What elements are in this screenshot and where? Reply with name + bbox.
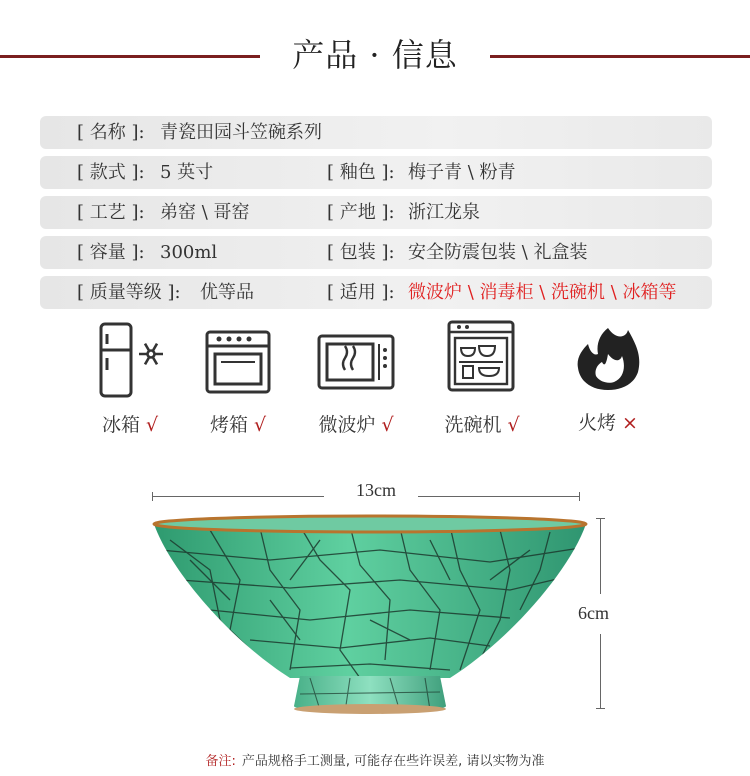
footnote-text: 产品规格手工测量, 可能存在些许误差, 请以实物为准 bbox=[241, 754, 545, 769]
usage-item-fridge bbox=[70, 318, 190, 437]
spec-label: [ 包装 ]: bbox=[327, 242, 395, 263]
height-dimension-label: 6cm bbox=[578, 603, 609, 623]
spec-table bbox=[40, 116, 712, 316]
height-line-top bbox=[600, 518, 601, 594]
section-header bbox=[0, 20, 750, 80]
spec-value: 安全防震包装 \ 礼盒装 bbox=[408, 242, 588, 263]
spec-row-craft bbox=[40, 196, 712, 229]
usage-item-oven bbox=[178, 318, 298, 437]
spec-label: [ 产地 ]: bbox=[327, 202, 395, 223]
header-divider-left bbox=[0, 55, 260, 58]
width-line-left bbox=[152, 496, 324, 497]
spec-value: 浙江龙泉 bbox=[408, 202, 480, 223]
spec-value: 优等品 bbox=[200, 282, 254, 303]
spec-label: [ 工艺 ]: bbox=[77, 202, 145, 223]
check-icon: √ bbox=[145, 414, 159, 436]
spec-value: 梅子青 \ 粉青 bbox=[408, 162, 516, 183]
fire-icon bbox=[568, 318, 648, 398]
spec-row-style bbox=[40, 156, 712, 189]
microwave-icon bbox=[315, 318, 397, 400]
usage-label: 微波炉 bbox=[318, 414, 376, 436]
spec-label: [ 适用 ]: bbox=[327, 282, 395, 303]
spec-value: 弟窑 \ 哥窑 bbox=[160, 202, 250, 223]
usage-label: 冰箱 bbox=[101, 414, 140, 436]
celadon-bowl-image bbox=[150, 510, 590, 725]
spec-row-name bbox=[40, 116, 712, 149]
usage-label: 火烤 bbox=[578, 412, 617, 434]
usage-icons bbox=[0, 318, 750, 448]
spec-label: [ 名称 ]: bbox=[77, 122, 145, 143]
height-tick-bottom bbox=[596, 708, 605, 709]
check-icon: √ bbox=[507, 414, 520, 436]
spec-label: [ 釉色 ]: bbox=[327, 162, 395, 183]
cross-icon: × bbox=[622, 412, 638, 434]
oven-icon bbox=[199, 318, 277, 400]
fridge-icon bbox=[91, 318, 169, 400]
usage-item-microwave bbox=[296, 318, 416, 437]
spec-row-grade bbox=[40, 276, 712, 309]
spec-value-highlight: 微波炉 \ 消毒柜 \ 洗碗机 \ 冰箱等 bbox=[408, 282, 677, 303]
spec-label: [ 质量等级 ]: bbox=[77, 282, 181, 303]
usage-label: 烤箱 bbox=[209, 414, 248, 436]
spec-value: 青瓷田园斗笠碗系列 bbox=[160, 122, 322, 143]
footnote bbox=[0, 750, 750, 769]
footnote-prefix: 备注: bbox=[205, 754, 236, 769]
usage-label: 洗碗机 bbox=[444, 414, 502, 436]
width-dimension-label: 13cm bbox=[356, 480, 396, 500]
check-icon: √ bbox=[253, 414, 267, 436]
width-tick-right bbox=[579, 492, 580, 501]
spec-value: 5 英寸 bbox=[160, 162, 214, 183]
header-divider-right bbox=[490, 55, 750, 58]
section-title: 产品 · 信息 bbox=[292, 36, 458, 74]
spec-value: 300ml bbox=[160, 242, 218, 263]
width-line-right bbox=[418, 496, 579, 497]
height-line-bottom bbox=[600, 634, 601, 708]
spec-label: [ 容量 ]: bbox=[77, 242, 145, 263]
dishwasher-icon bbox=[443, 318, 521, 400]
check-icon: √ bbox=[381, 414, 394, 436]
spec-row-capacity bbox=[40, 236, 712, 269]
usage-item-fire bbox=[548, 318, 668, 435]
spec-label: [ 款式 ]: bbox=[77, 162, 145, 183]
usage-item-dishwasher bbox=[422, 318, 542, 437]
